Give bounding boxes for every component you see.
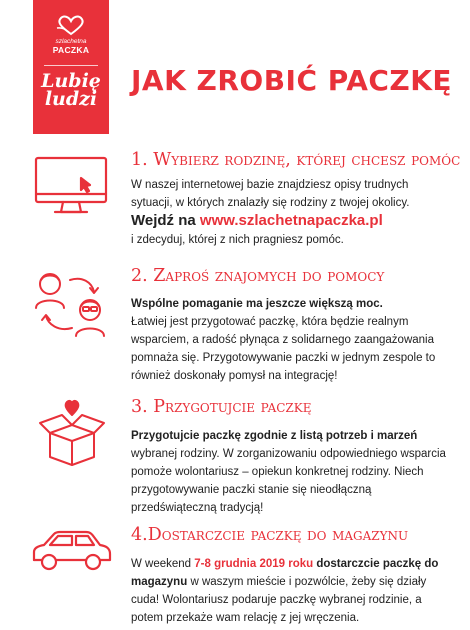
section-1-text — [131, 176, 453, 249]
section-1-cta-prefix: Wejdź na — [131, 212, 200, 229]
website-link[interactable]: www.szlachetnapaczka.pl — [199, 212, 383, 229]
section-4-date: 7-8 grudnia 2019 roku — [194, 558, 314, 570]
logo-script-line2: ludzi — [44, 88, 98, 110]
gift-box-heart-icon — [36, 393, 108, 474]
page-title: JAK ZROBIĆ PACZKĘ — [131, 64, 453, 97]
people-exchange-icon — [30, 266, 112, 347]
logo-script-line1: Lubię — [41, 70, 101, 92]
car-icon — [30, 528, 114, 579]
section-1-title: 1. Wybierz rodzinę, której chcesz pomóc — [131, 150, 461, 170]
section-2-lead: Wspólne pomaganie ma jeszcze większą moc. — [131, 298, 383, 310]
section-3-title: 3. Przygotujcie paczkę — [131, 397, 312, 417]
section-4-text-b: dostarczcie paczkę do magazynu — [131, 558, 439, 588]
logo — [33, 0, 109, 134]
section-2-text — [131, 295, 453, 385]
computer-monitor-icon — [33, 152, 109, 225]
section-2-title: 2. Zaproś znajomych do pomocy — [131, 266, 385, 286]
section-4-text-c: w waszym mieście i pozwólcie, żeby się działy cuda! Wolontariusz podaruje paczkę wybranej rodzinie, a potem przekaże wam relację z jej wręczenia. — [131, 576, 427, 624]
section-1-desc-2: i zdecyduj, której z nich pragniesz pomóc. — [131, 234, 344, 246]
section-2-desc: Łatwiej jest przygotować paczkę, która będzie realnym wsparciem, a radość płynąca z solidarnego zaangażowania pomnaża się. Przygotowywanie paczki w jednym zespole to również doskonały pomysł na integrację! — [131, 316, 436, 382]
section-1-desc: W naszej internetowej bazie znajdziesz opisy trudnych sytuacji, w których znalazły się rodziny z twojej okolicy. — [131, 179, 410, 209]
section-4-text-a: W weekend — [131, 558, 195, 570]
section-4-text — [131, 555, 453, 627]
logo-top-text: szlachetna — [55, 38, 87, 45]
heart-logo-icon — [33, 14, 109, 36]
section-3-desc: wybranej rodziny. W zorganizowaniu odpowiedniego wsparcia pomoże wolontariusz – opiekun konkretnej rodziny. Niech przygotowywanie paczki stanie się nieodłączną przedświąteczną tradycją! — [131, 448, 446, 514]
section-3-lead: Przygotujcie paczkę zgodnie z listą potrzeb i marzeń — [131, 430, 418, 442]
logo-divider — [44, 65, 98, 66]
logo-main-text: PACZKA — [52, 45, 90, 55]
section-4-title: 4.Dostarczcie paczkę do magazynu — [131, 525, 409, 545]
section-3-text — [131, 427, 453, 517]
